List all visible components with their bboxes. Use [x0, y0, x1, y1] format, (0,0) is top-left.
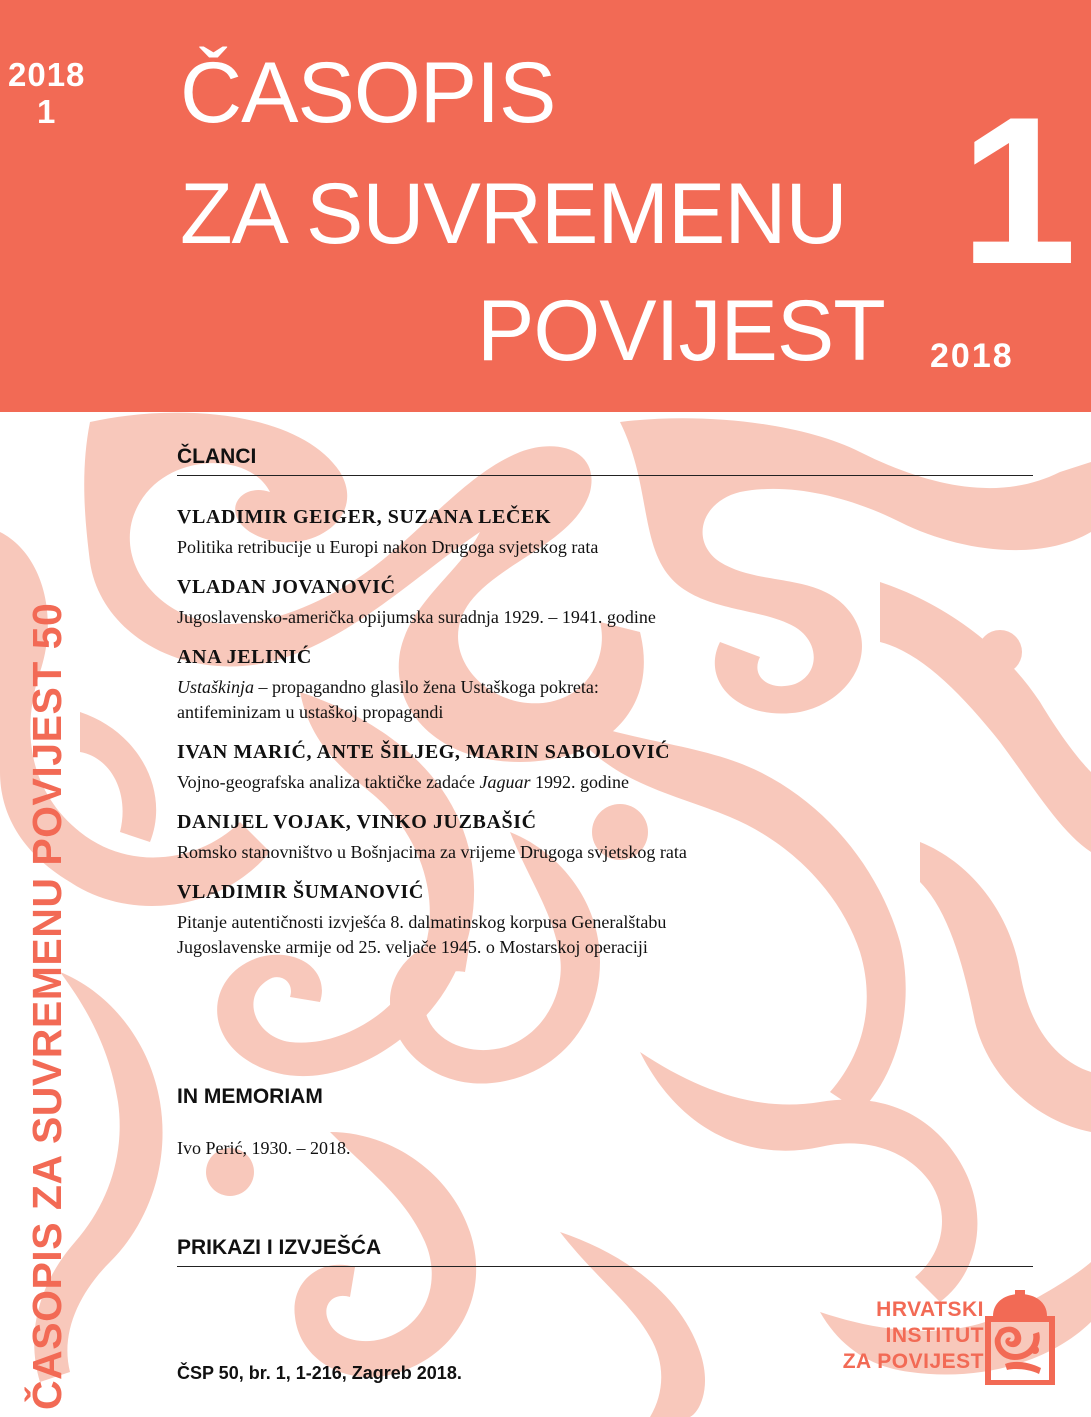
spine-title: ČASOPIS ZA SUVREMENU POVIJEST 50: [24, 602, 70, 1410]
issue-number: 1: [960, 73, 1077, 308]
article-entry: [177, 506, 1033, 560]
article-author: VLADIMIR GEIGER, SUZANA LEČEK: [177, 506, 552, 528]
article-entry: [177, 646, 1033, 725]
article-title-line-2: Jugoslavenske armije od 25. veljače 1945. o Mostarskoj operaciji: [177, 937, 648, 957]
article-title-text: – propagandno glasilo žena Ustaškoga pokreta:: [254, 677, 599, 697]
section-heading-articles: ČLANCI: [177, 445, 1033, 476]
publisher-line-2: INSTITUT: [885, 1324, 984, 1347]
article-title: Politika retribucije u Europi nakon Drugoga svjetskog rata: [177, 537, 599, 557]
article-title: [177, 770, 1033, 795]
article-author: DANIJEL VOJAK, VINKO JUZBAŠIĆ: [177, 811, 537, 833]
article-title-italic: Ustaškinja: [177, 677, 255, 697]
section-heading-memoriam: IN MEMORIAM: [177, 1085, 323, 1108]
corner-issue: 1: [37, 93, 56, 130]
article-entry: [177, 576, 1033, 630]
journal-title-line-1: ČASOPIS: [180, 45, 556, 141]
publisher-logo-icon: [985, 1290, 1055, 1385]
article-entry: [177, 881, 1033, 960]
article-title: Jugoslavensko-američka opijumska suradnja 1929. – 1941. godine: [177, 607, 656, 627]
article-title: Pitanje autentičnosti izvješća 8. dalmatinskog korpusa Generalštabu: [177, 912, 667, 932]
article-entry: [177, 811, 1033, 865]
article-title-line-2: antifeminizam u ustaškoj propagandi: [177, 702, 444, 722]
article-author: IVAN MARIĆ, ANTE ŠILJEG, MARIN SABOLOVIĆ: [177, 741, 671, 763]
article-title-pre: Vojno-geografska analiza taktičke zadaće: [177, 772, 480, 792]
article-title: [177, 675, 1033, 700]
memoriam-entry: Ivo Perić, 1930. – 2018.: [177, 1138, 351, 1158]
journal-title-line-2: ZA SUVREMENU: [180, 166, 847, 262]
journal-title-line-3: POVIJEST: [477, 283, 885, 379]
citation: ČSP 50, br. 1, 1-216, Zagreb 2018.: [177, 1363, 462, 1383]
article-title: Romsko stanovništvo u Bošnjacima za vrijeme Drugoga svjetskog rata: [177, 842, 687, 862]
article-author: ANA JELINIĆ: [177, 646, 312, 668]
publisher-line-3: ZA POVIJEST: [842, 1350, 984, 1373]
article-author: VLADAN JOVANOVIĆ: [177, 576, 396, 598]
section-heading-reviews: PRIKAZI I IZVJEŠĆA: [177, 1236, 1033, 1267]
article-author: VLADIMIR ŠUMANOVIĆ: [177, 881, 424, 903]
article-title-post: 1992. godine: [530, 772, 630, 792]
header-band: [0, 0, 1091, 412]
issue-year: 2018: [930, 337, 1014, 375]
article-entry: [177, 741, 1033, 795]
table-of-contents: [177, 445, 1033, 960]
article-title-italic: Jaguar: [479, 772, 531, 792]
publisher-name: [798, 1297, 984, 1375]
publisher-line-1: HRVATSKI: [876, 1298, 984, 1321]
corner-year: 2018: [8, 56, 86, 93]
